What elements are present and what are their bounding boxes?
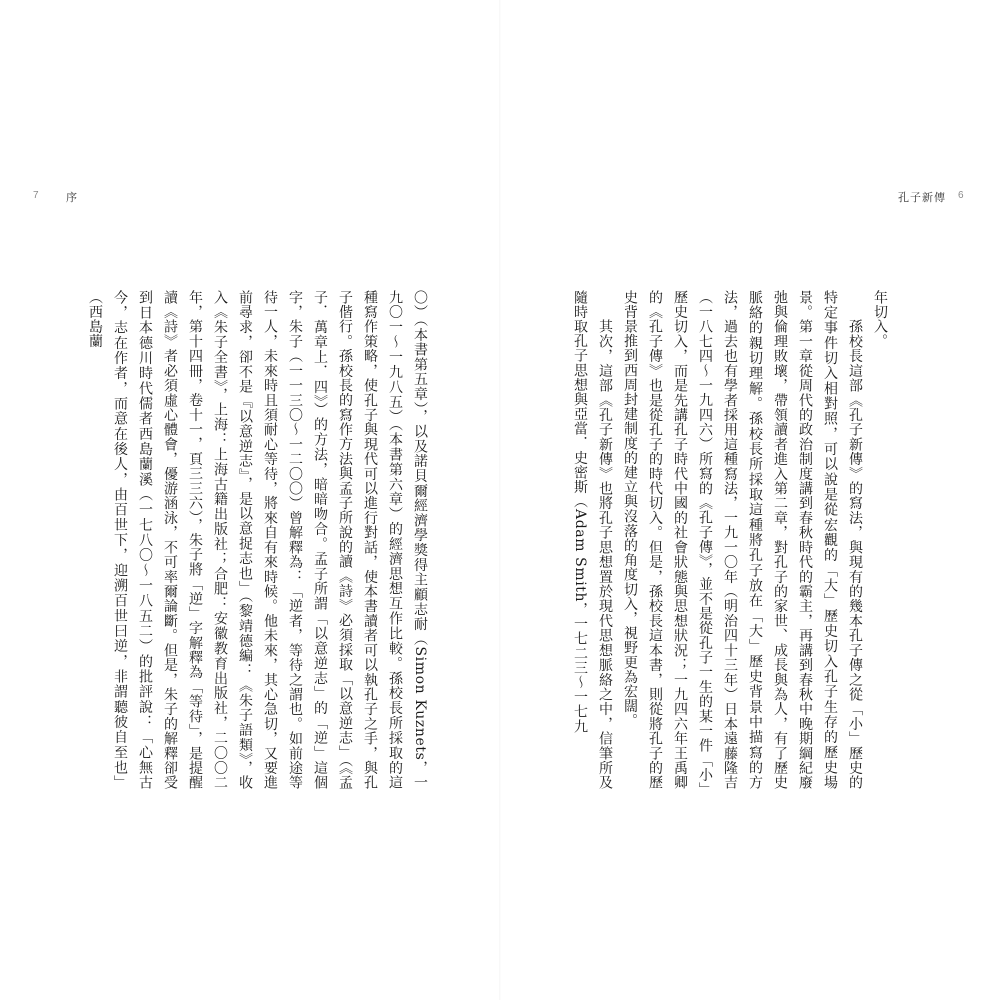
left-running-head: 序	[66, 191, 78, 204]
right-page-number: 6	[958, 190, 964, 201]
left-page-number: 7	[33, 190, 39, 201]
page-gutter	[499, 0, 501, 1000]
right-running-head: 孔子新傳	[898, 191, 946, 204]
right-page-body-text: 年切入。 孫校長這部《孔子新傳》的寫法，與現有的幾本孔子傳之從「小」歷史的特定事件切入相對照，可以說是從宏觀的「大」歷史切入孔子生存的歷史場景。第一章從周代的政治制度講到春秋時代的霸主，再講到春秋中晚期綱紀廢弛與倫理敗壞，帶領讀者進入第二章，對孔子的家世、成長與為人，有了歷史脈絡的親切理解。孫校長所採取這種將孔子放在「大」歷史背景中描寫的方法，過去也有學者採用這種寫法，一九一〇年（明治四十三年）日本遠藤隆吉（一八七四～一九四六）所寫的《孔子傳》，並不是從孔子一生的某一件「小」歷史切入，而是先講孔子時代中國的社會狀態與思想狀況；一九四六年王禹卿的《孔子傳》也是從孔子的時代切入。但是，孫校長這本書，則從將孔子的歷史背景推到西周封建制度的建立與沒落的角度切入，視野更為宏闊。 其次，這部《孔子新傳》也將孔子思想置於現代思想脈絡之中，信筆所及隨時取孔子思想與亞當．史密斯（Adam Smith，一七二三～一七九	[572, 290, 888, 790]
left-page-body-text: 〇）（本書第五章），以及諾貝爾經濟學獎得主顧志耐（Simon Kuznets，一九〇一～一九八五）（本書第六章）的經濟思想互作比較。孫校長所採取的這種寫作策略，使孔子與現代可以進行對話，使本書讀者可以執孔子之手，與孔子偕行。孫校長的寫作方法與孟子所說的讀《詩》必須採取「以意逆志」（《孟子．萬章上．四》）的方法，暗暗吻合。孟子所謂「以意逆志」的「逆」這個字，朱子（一一三〇～一二〇〇）曾解釋為：「逆者，等待之謂也。如前途等待一人，未來時且須耐心等待，將來自有來時候。他未來，其心急切，又要進前尋求，卻不是『以意逆志』，是以意捉志也」（黎靖德編：《朱子語類》，收入《朱子全書》，上海：上海古籍出版社；合肥：安徽教育出版社，二〇〇二年，第十四冊，卷十一，頁三三六），朱子將「逆」字解釋為「等待」，是提醒讀《詩》者必須虛心體會，優游涵泳，不可率爾論斷。但是，朱子的解釋卻受到日本德川時代儒者西島蘭溪（一七八〇～一八五二）的批評說：「心無古今，志在作者，而意在後人，由百世下，迎溯百世曰逆，非謂聽彼自至也」（西島蘭	[87, 290, 428, 790]
